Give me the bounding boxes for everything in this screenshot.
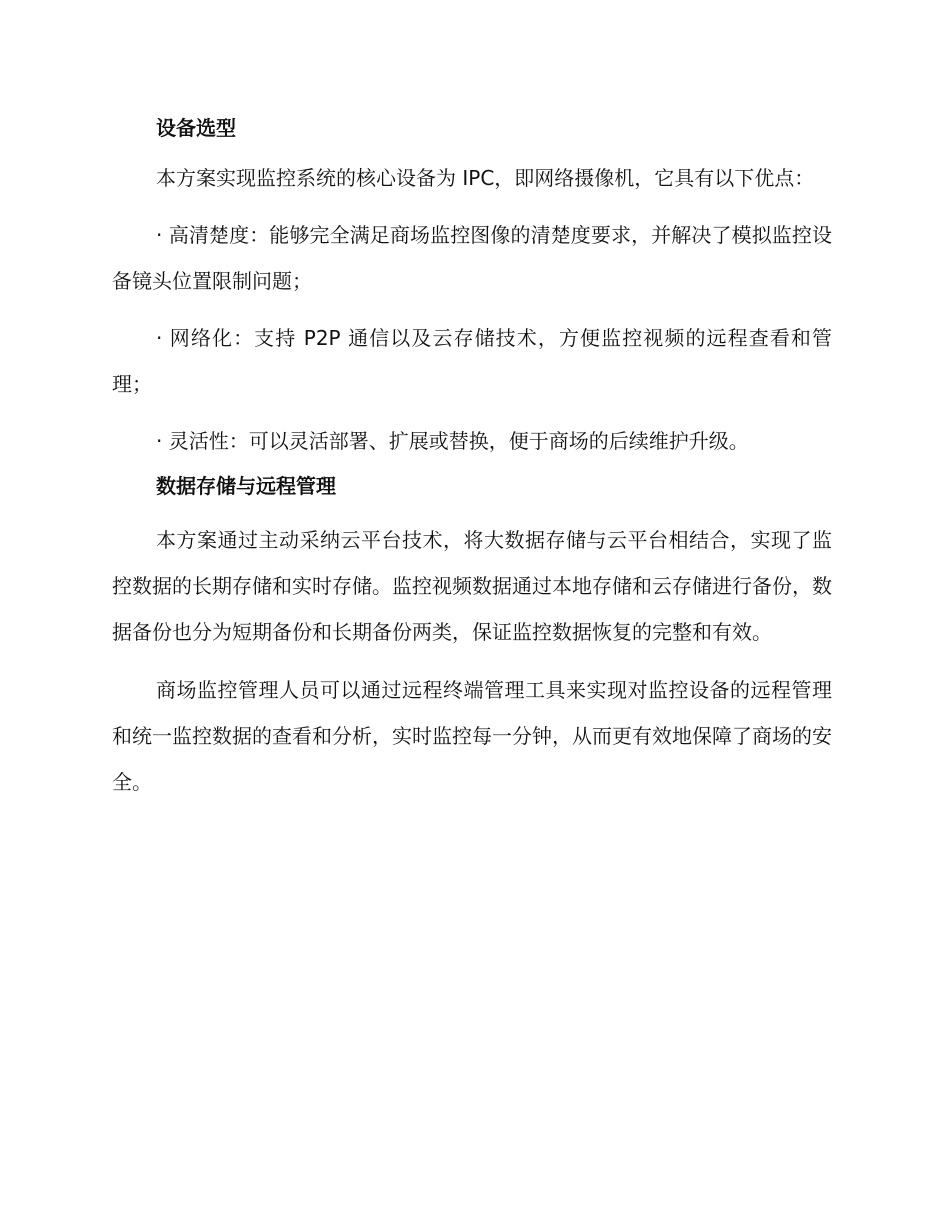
storage-paragraph: 本方案通过主动采纳云平台技术，将大数据存储与云平台相结合，实现了监控数据的长期存储和实时存储。监控视频数据通过本地存储和云存储进行备份，数据备份也分为短期备份和长期备份两类，保证监控数据恢复的完整和有效。 bbox=[112, 528, 832, 644]
bullet-item-high-definition: · 高清楚度：能够完全满足商场监控图像的清楚度要求，并解决了模拟监控设备镜头位置限制问题； bbox=[112, 223, 832, 293]
section-heading-equipment-selection: 设备选型 bbox=[156, 116, 236, 140]
intro-paragraph: 本方案实现监控系统的核心设备为 IPC，即网络摄像机，它具有以下优点： bbox=[156, 166, 815, 190]
remote-management-paragraph: 商场监控管理人员可以通过远程终端管理工具来实现对监控设备的远程管理和统一监控数据的查看和分析，实时监控每一分钟，从而更有效地保障了商场的安全。 bbox=[112, 678, 832, 794]
bullet-item-networked: · 网络化：支持 P2P 通信以及云存储技术，方便监控视频的远程查看和管理； bbox=[112, 326, 832, 396]
section-heading-data-storage: 数据存储与远程管理 bbox=[156, 474, 336, 498]
document-page bbox=[112, 111, 832, 805]
bullet-item-flexibility: · 灵活性：可以灵活部署、扩展或替换，便于商场的后续维护升级。 bbox=[156, 429, 749, 453]
